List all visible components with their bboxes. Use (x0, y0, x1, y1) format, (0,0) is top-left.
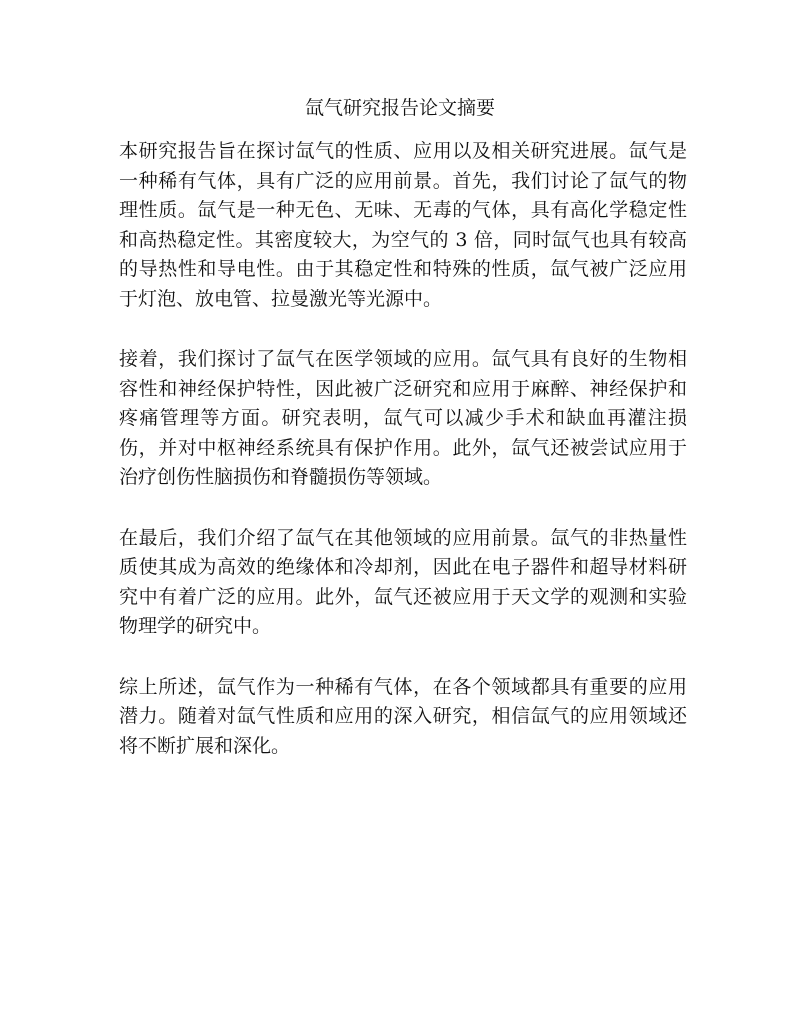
document-body (119, 137, 687, 792)
paragraph-other-fields: 在最后，我们介绍了氙气在其他领域的应用前景。氙气的非热量性质使其成为高效的绝缘体和冷却剂，因此在电子器件和超导材料研究中有着广泛的应用。此外，氙气还被应用于天文学的观测和实验物理学的研究中。 (119, 526, 687, 637)
document-title: 氙气研究报告论文摘要 (304, 97, 495, 119)
paragraph-conclusion: 综上所述，氙气作为一种稀有气体，在各个领域都具有重要的应用潜力。随着对氙气性质和应用的深入研究，相信氙气的应用领域还将不断扩展和深化。 (119, 675, 687, 757)
paragraph-medical: 接着，我们探讨了氙气在医学领域的应用。氙气具有良好的生物相容性和神经保护特性，因此被广泛研究和应用于麻醉、神经保护和疼痛管理等方面。研究表明，氙气可以减少手术和缺血再灌注损伤，并对中枢神经系统具有保护作用。此外，氙气还被尝试应用于治疗创伤性脑损伤和脊髓损伤等领域。 (119, 348, 687, 488)
paragraph-intro: 本研究报告旨在探讨氙气的性质、应用以及相关研究进展。氙气是一种稀有气体，具有广泛的应用前景。首先，我们讨论了氙气的物理性质。氙气是一种无色、无味、无毒的气体，具有高化学稳定性和高热稳定性。其密度较大，为空气的 3 倍，同时氙气也具有较高的导热性和导电性。由于其稳定性和特殊的性质，氙气被广泛应用于灯泡、放电管、拉曼激光等光源中。 (119, 140, 687, 310)
